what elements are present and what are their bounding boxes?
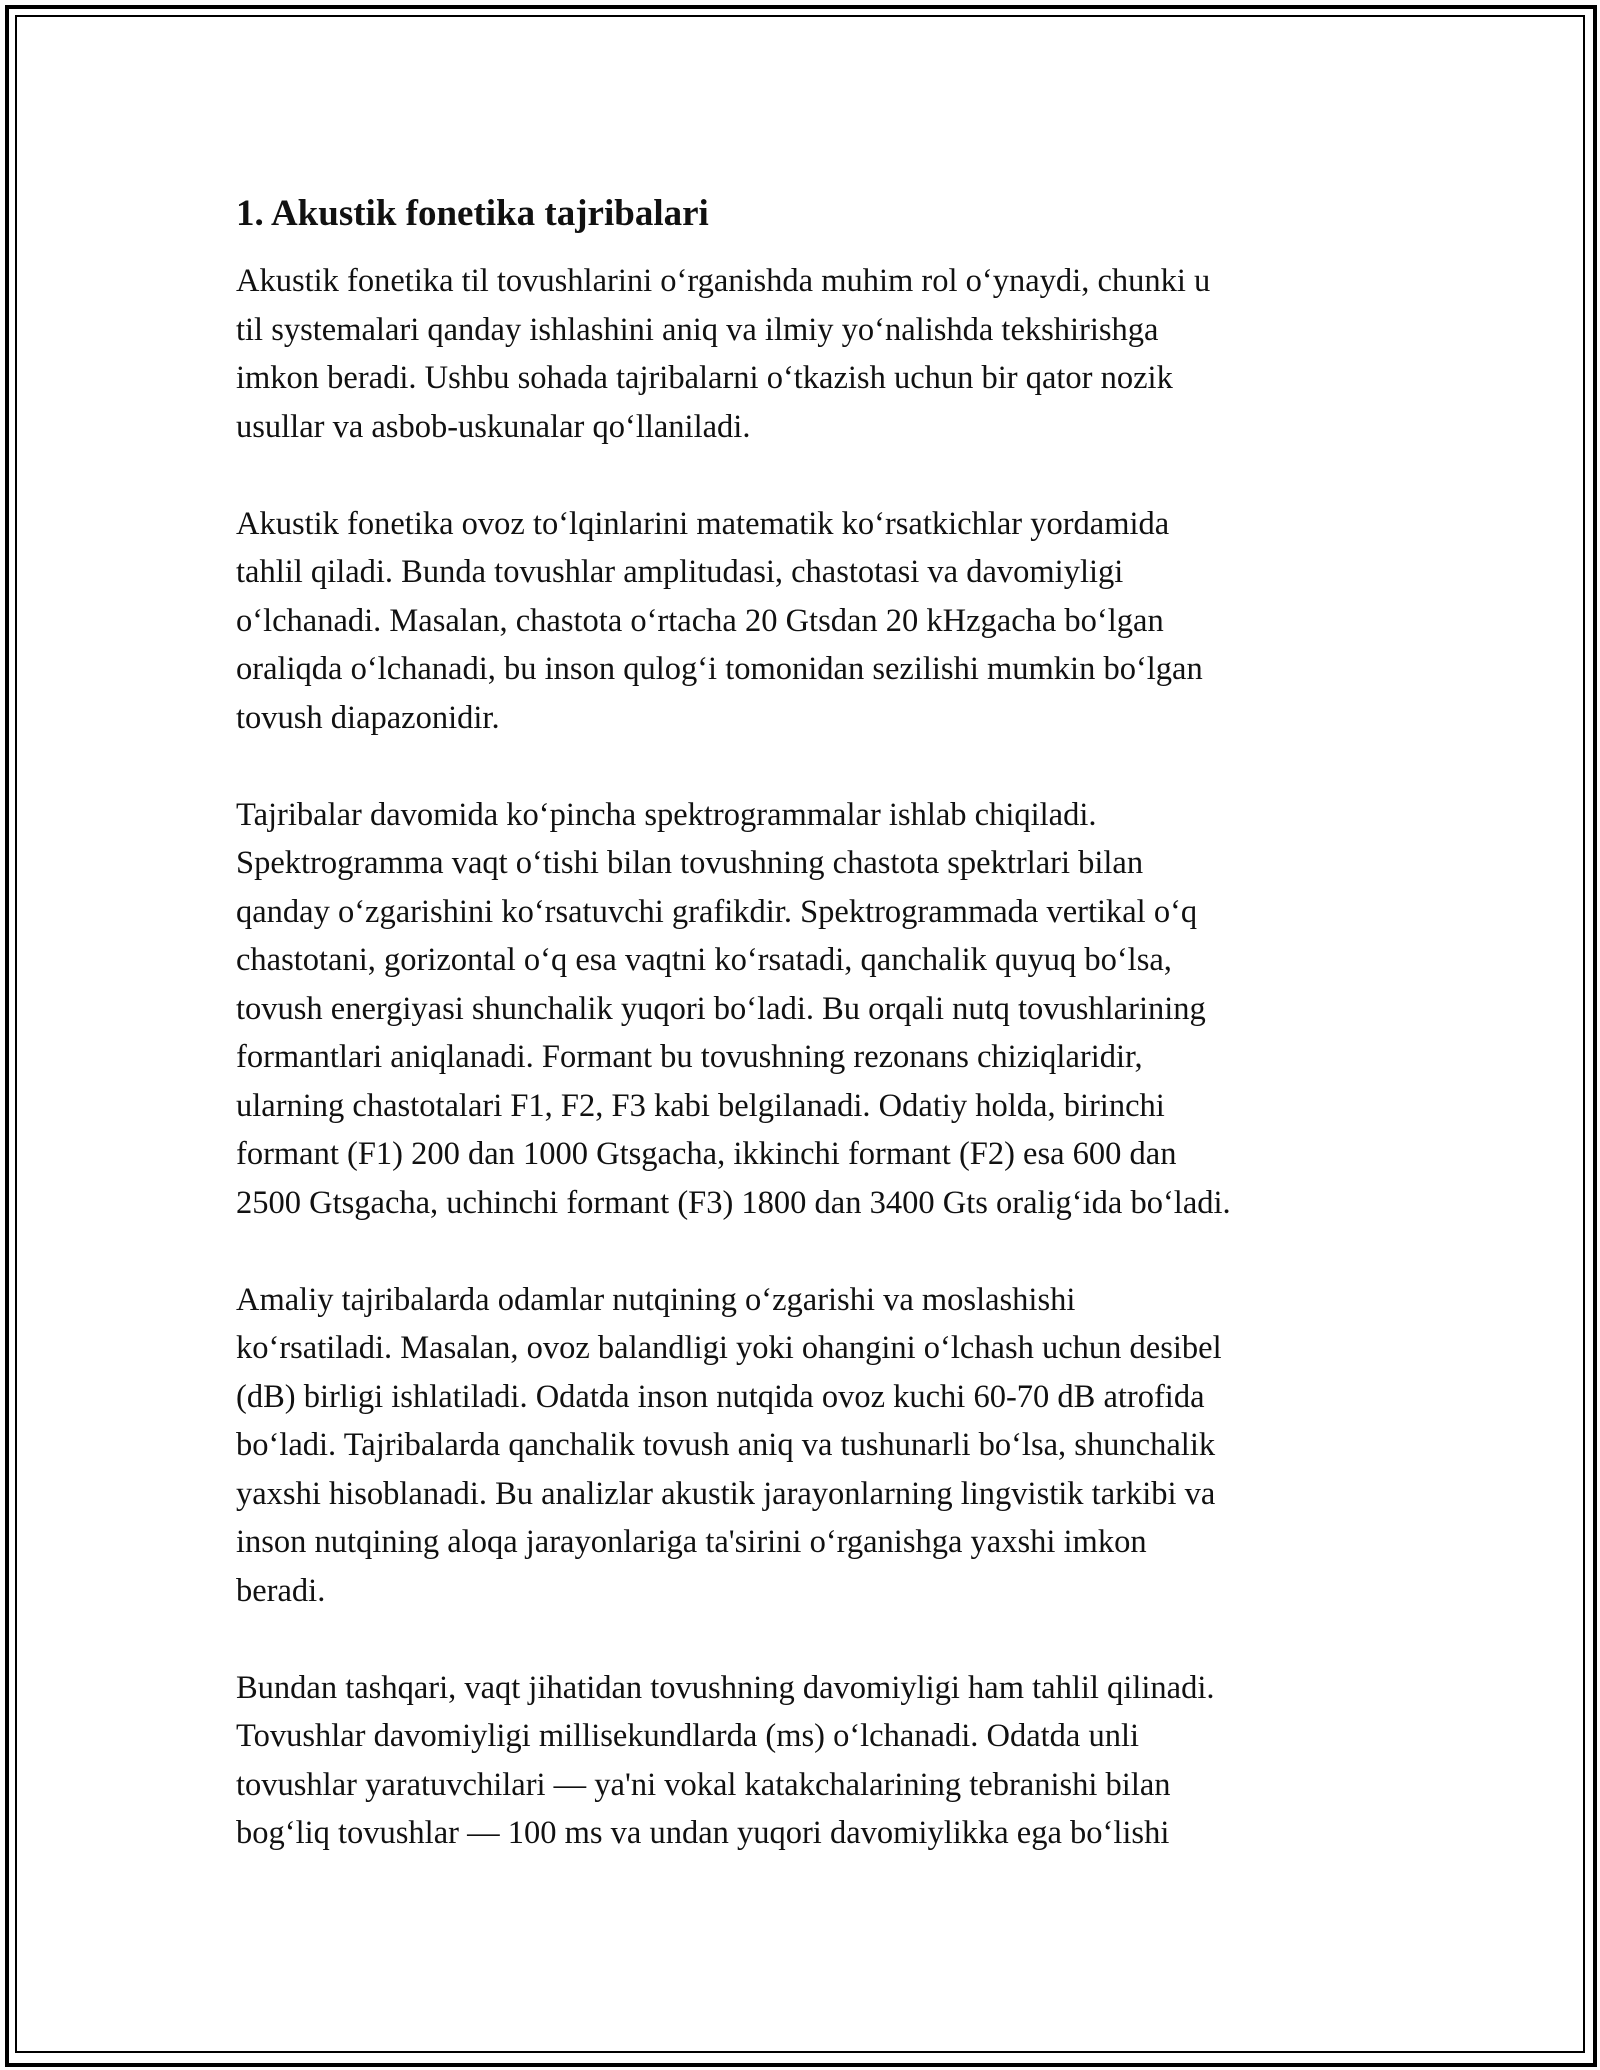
text-line: o‘lchanadi. Masalan, chastota o‘rtacha 20 Gtsdan 20 kHzgacha bo‘lgan bbox=[236, 602, 1164, 639]
text-line: formantlari aniqlanadi. Formant bu tovushning rezonans chiziqlaridir, bbox=[236, 1039, 1143, 1075]
page-title: 1. Akustik fonetika tajribalari bbox=[236, 193, 709, 234]
text-line: tovush diapazonidir. bbox=[236, 699, 500, 736]
text-line: qanday o‘zgarishini ko‘rsatuvchi grafikdir. Spektrogrammada vertikal o‘q bbox=[236, 893, 1198, 930]
paragraph-duration bbox=[236, 1664, 1376, 1858]
text-line: (dB) birligi ishlatiladi. Odatda inson nutqida ovoz kuchi 60-70 dB atrofida bbox=[236, 1378, 1205, 1415]
text-line: Akustik fonetika ovoz to‘lqinlarini matematik ko‘rsatkichlar yordamida bbox=[236, 505, 1170, 542]
text-line: imkon beradi. Ushbu sohada tajribalarni o‘tkazish uchun bir qator nozik bbox=[236, 360, 1173, 396]
text-line: Tovushlar davomiyligi millisekundlarda (ms) o‘lchanadi. Odatda unli bbox=[236, 1718, 1140, 1754]
text-line: Amaliy tajribalarda odamlar nutqining o‘zgarishi va moslashishi bbox=[236, 1281, 1076, 1318]
text-line: Tajribalar davomida ko‘pincha spektrogrammalar ishlab chiqiladi. bbox=[236, 796, 1097, 833]
text-line: tahlil qiladi. Bunda tovushlar amplitudasi, chastotasi va davomiyligi bbox=[236, 554, 1124, 590]
text-line: beradi. bbox=[236, 1572, 326, 1609]
text-line: Spektrogramma vaqt o‘tishi bilan tovushning chastota spektrlari bilan bbox=[236, 845, 1144, 881]
text-line: Akustik fonetika til tovushlarini o‘rganishda muhim rol o‘ynaydi, chunki u bbox=[236, 263, 1211, 299]
text-line: ularning chastotalari F1, F2, F3 kabi belgilanadi. Odatiy holda, birinchi bbox=[236, 1087, 1165, 1124]
text-line: yaxshi hisoblanadi. Bu analizlar akustik jarayonlarning lingvistik tarkibi va bbox=[236, 1475, 1216, 1512]
text-line: tovushlar yaratuvchilari — ya'ni vokal katakchalarining tebranishi bilan bbox=[236, 1766, 1171, 1803]
paragraph-intro bbox=[236, 257, 1376, 451]
document-body bbox=[236, 185, 1376, 1906]
paragraph-sound-waves bbox=[236, 500, 1376, 743]
text-line: inson nutqining aloqa jarayonlariga ta'sirini o‘rganishga yaxshi imkon bbox=[236, 1524, 1147, 1560]
paragraph-loudness bbox=[236, 1276, 1376, 1616]
text-line: tovush energiyasi shunchalik yuqori bo‘ladi. Bu orqali nutq tovushlarining bbox=[236, 990, 1206, 1027]
text-line: oraliqda o‘lchanadi, bu inson qulog‘i tomonidan sezilishi mumkin bo‘lgan bbox=[236, 651, 1203, 687]
text-line: bo‘ladi. Tajribalarda qanchalik tovush aniq va tushunarli bo‘lsa, shunchalik bbox=[236, 1427, 1216, 1463]
text-line: formant (F1) 200 dan 1000 Gtsgacha, ikkinchi formant (F2) esa 600 dan bbox=[236, 1136, 1177, 1172]
text-line: ko‘rsatiladi. Masalan, ovoz balandligi yoki ohangini o‘lchash uchun desibel bbox=[236, 1330, 1222, 1366]
text-line: Bundan tashqari, vaqt jihatidan tovushning davomiyligi ham tahlil qilinadi. bbox=[236, 1669, 1215, 1706]
text-line: bog‘liq tovushlar — 100 ms va undan yuqori davomiylikka ega bo‘lishi bbox=[236, 1815, 1170, 1851]
text-line: chastotani, gorizontal o‘q esa vaqtni ko‘rsatadi, qanchalik quyuq bo‘lsa, bbox=[236, 942, 1172, 978]
text-line: usullar va asbob-uskunalar qo‘llaniladi. bbox=[236, 408, 751, 445]
text-line: til systemalari qanday ishlashini aniq va ilmiy yo‘nalishda tekshirishga bbox=[236, 311, 1159, 348]
paragraph-spectrograms bbox=[236, 791, 1376, 1228]
text-line: 2500 Gtsgacha, uchinchi formant (F3) 1800 dan 3400 Gts oralig‘ida bo‘ladi. bbox=[236, 1184, 1231, 1221]
